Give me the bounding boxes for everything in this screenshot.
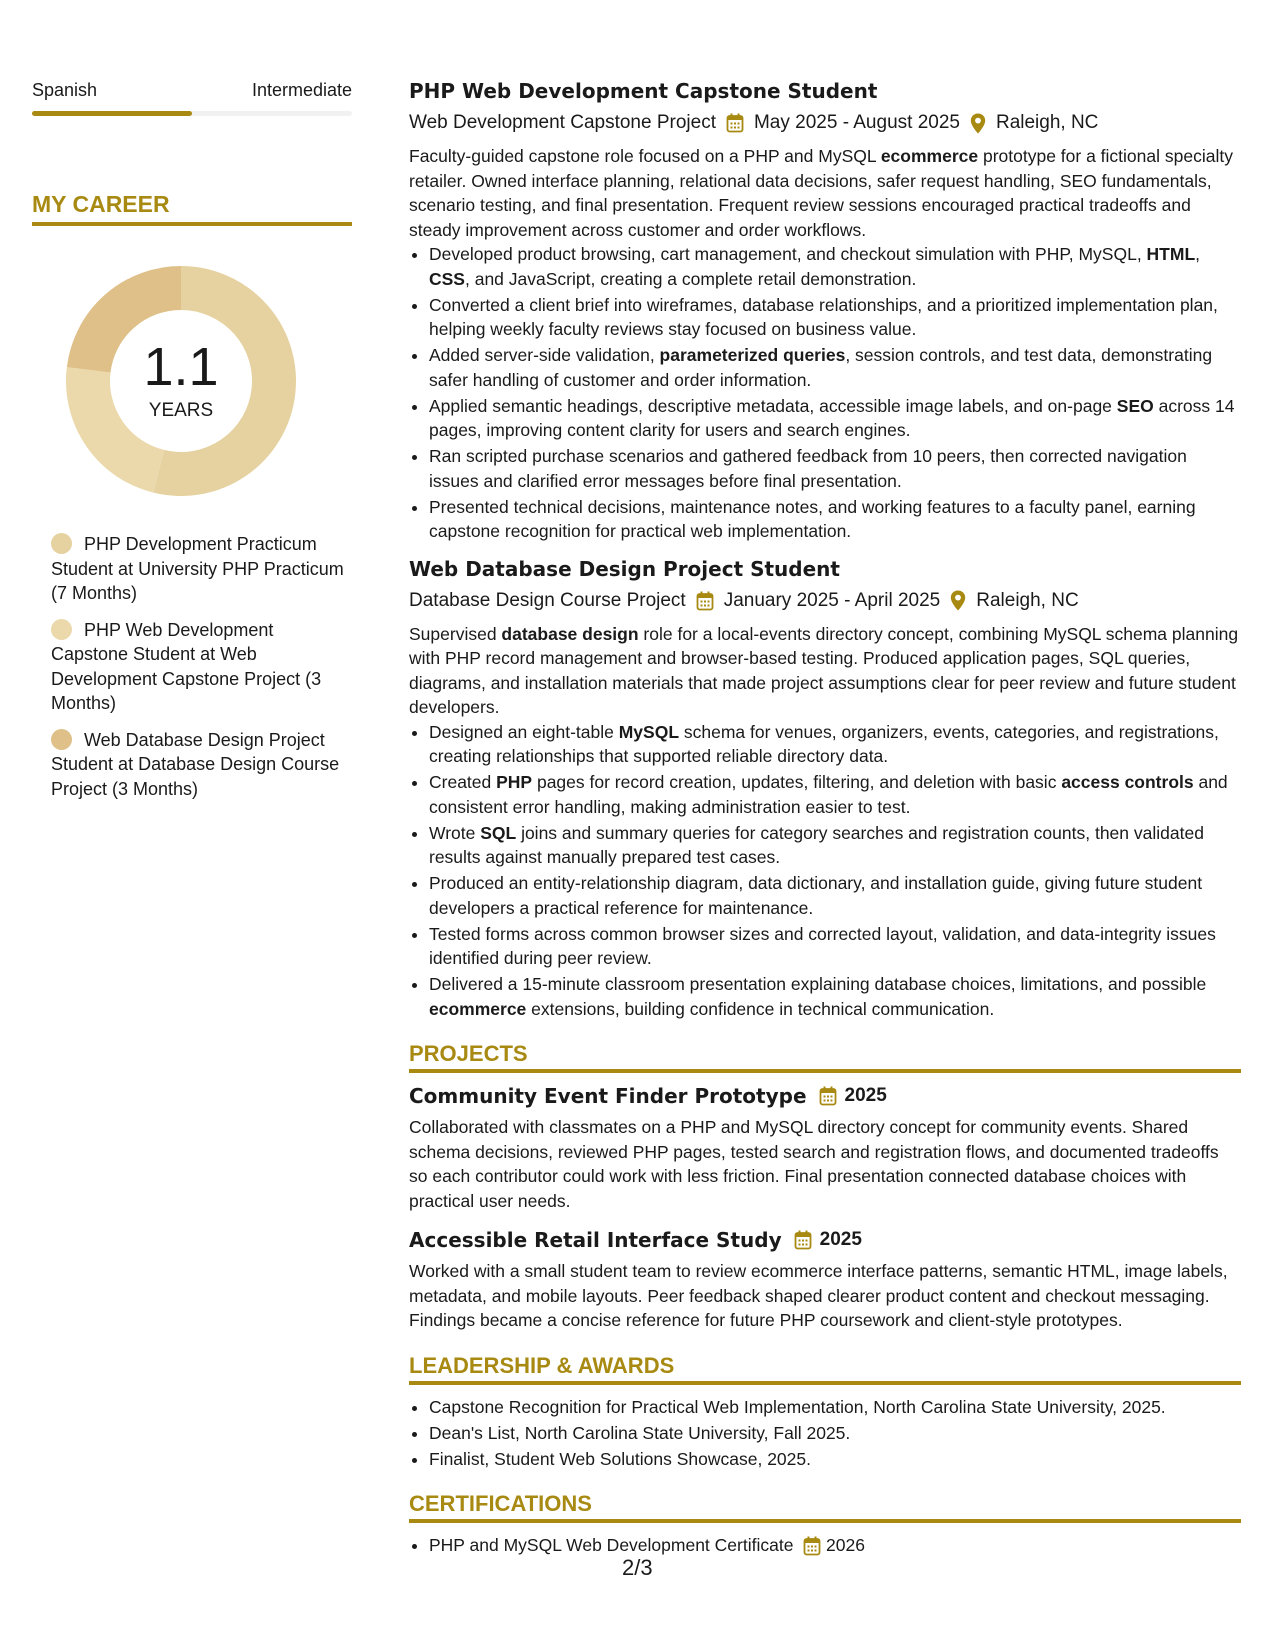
project-year: 2025 bbox=[844, 1085, 887, 1106]
career-total-value: 1.1 bbox=[143, 337, 219, 397]
job-meta bbox=[409, 110, 1241, 136]
leadership-item: • Finalist, Student Web Solutions Showcase, 2025. bbox=[429, 1447, 1241, 1472]
job-bullet: • Wrote SQL joins and summary queries for category searches and registration counts, then validated results against manually prepared test cases. bbox=[429, 821, 1241, 870]
calendar-icon bbox=[819, 1086, 837, 1106]
legend-text: PHP Web Development Capstone Student at Web Development Capstone Project (3 Months) bbox=[51, 619, 322, 713]
job-bullet: • Added server-side validation, parameterized queries, session controls, and test data, demonstrating safer handling of customer and order information. bbox=[429, 343, 1241, 392]
projects-heading: PROJECTS bbox=[409, 1041, 1241, 1073]
project-header bbox=[409, 1083, 1241, 1109]
job-bullet: • Applied semantic headings, descriptive metadata, accessible image labels, and on-page SEO across 14 pages, improving content clarity for users and search engines. bbox=[429, 394, 1241, 443]
job-bullet: • Created PHP pages for record creation, updates, filtering, and deletion with basic access controls and consistent error handling, making administration easier to test. bbox=[429, 770, 1241, 819]
language-level: Intermediate bbox=[251, 80, 352, 100]
language-proficiency-bar bbox=[32, 111, 352, 116]
job-bullet: • Produced an entity-relationship diagram, data dictionary, and installation guide, giving future student developers a practical reference for maintenance. bbox=[429, 871, 1241, 920]
job-bullets bbox=[409, 720, 1241, 1022]
career-total-unit: YEARS bbox=[148, 400, 214, 421]
job-bullet: • Converted a client brief into wireframes, database relationships, and a prioritized implementation plan, helping weekly faculty reviews stay focused on business value. bbox=[429, 293, 1241, 342]
certifications-heading: CERTIFICATIONS bbox=[409, 1491, 1241, 1523]
job-title: Web Database Design Project Student bbox=[409, 556, 840, 581]
map-pin-icon bbox=[950, 590, 966, 611]
career-legend bbox=[32, 532, 352, 801]
job-dates: May 2025 - August 2025 bbox=[753, 112, 960, 133]
map-pin-icon bbox=[970, 113, 986, 134]
leadership-item: • Dean's List, North Carolina State University, Fall 2025. bbox=[429, 1421, 1241, 1446]
calendar-icon bbox=[794, 1230, 812, 1250]
job-summary: Faculty-guided capstone role focused on a PHP and MySQL ecommerce prototype for a fictional specialty retailer. Owned interface planning, relational data decisions, safer request handling, SEO fundamentals, scenario testing, and final presentation. Frequent review sessions encouraged practical tradeoffs and steady improvement across customer and order workflows. bbox=[409, 146, 1233, 240]
language-row bbox=[32, 80, 352, 101]
page-number: 2/3 bbox=[622, 1555, 653, 1580]
job-bullet: • Tested forms across common browser sizes and corrected layout, validation, and data-integrity issues identified during peer review. bbox=[429, 922, 1241, 971]
job-bullet: • Developed product browsing, cart management, and checkout simulation with PHP, MySQL, HTML, CSS, and JavaScript, creating a complete retail demonstration. bbox=[429, 242, 1241, 291]
project-description: Collaborated with classmates on a PHP and MySQL directory concept for community events. Shared schema decisions, reviewed PHP pages, tested search and registration flows, and documented tradeoffs so each contributor could work with less friction. Final presentation connected database choices with practical user needs. bbox=[409, 1117, 1219, 1211]
job-title: PHP Web Development Capstone Student bbox=[409, 79, 878, 103]
job-entry bbox=[409, 78, 1241, 544]
job-summary: Supervised database design role for a local-events directory concept, combining MySQL schema planning with PHP record management and browser-based testing. Produced application pages, SQL queries, diagrams, and installation materials that made project assumptions clear for peer review and future student developers. bbox=[409, 623, 1239, 717]
project-description: Worked with a small student team to review ecommerce interface patterns, semantic HTML, image labels, metadata, and mobile layouts. Peer feedback shaped clearer product content and checkout messaging. Findings became a concise reference for future PHP coursework and client-style prototypes. bbox=[409, 1261, 1228, 1330]
job-bullet: • Presented technical decisions, maintenance notes, and working features to a faculty panel, earning capstone recognition for practical web implementation. bbox=[429, 495, 1241, 544]
career-legend-item bbox=[51, 618, 352, 716]
job-organization: Web Development Capstone Project bbox=[409, 112, 716, 133]
leadership-item: • Capstone Recognition for Practical Web Implementation, North Carolina State University, 2025. bbox=[429, 1395, 1241, 1420]
legend-dot bbox=[51, 533, 72, 554]
calendar-icon bbox=[726, 113, 744, 133]
job-location: Raleigh, NC bbox=[976, 589, 1079, 611]
career-legend-item bbox=[51, 728, 352, 802]
main-content bbox=[409, 78, 1241, 1559]
job-bullet: • Ran scripted purchase scenarios and gathered feedback from 10 peers, then corrected navigation issues and clarified error messages before final presentation. bbox=[429, 444, 1241, 493]
job-entry bbox=[409, 556, 1241, 1022]
career-donut-center bbox=[66, 266, 296, 496]
certification-item bbox=[429, 1533, 1241, 1558]
project-entry bbox=[409, 1227, 1241, 1333]
legend-dot bbox=[51, 729, 72, 750]
career-legend-item bbox=[51, 532, 352, 606]
career-donut-chart bbox=[66, 266, 296, 496]
job-meta bbox=[409, 588, 1241, 614]
project-header bbox=[409, 1227, 1241, 1253]
job-location: Raleigh, NC bbox=[995, 112, 1099, 133]
job-bullet: • Delivered a 15-minute classroom presentation explaining database choices, limitations, and possible ecommerce extensions, building confidence in technical communication. bbox=[429, 972, 1241, 1021]
calendar-icon bbox=[803, 1536, 821, 1556]
leadership-heading: LEADERSHIP & AWARDS bbox=[409, 1353, 1241, 1385]
leadership-list bbox=[409, 1395, 1241, 1472]
calendar-icon bbox=[696, 591, 714, 611]
sidebar bbox=[32, 80, 352, 813]
legend-text: PHP Development Practicum Student at University PHP Practicum (7 Months) bbox=[51, 534, 344, 603]
project-entry bbox=[409, 1083, 1241, 1213]
legend-text: Web Database Design Project Student at Database Design Course Project (3 Months) bbox=[51, 729, 340, 799]
job-organization: Database Design Course Project bbox=[409, 589, 686, 611]
project-title: Accessible Retail Interface Study bbox=[409, 1228, 782, 1252]
job-bullets bbox=[409, 242, 1241, 544]
job-dates: January 2025 - April 2025 bbox=[723, 589, 941, 611]
project-year: 2025 bbox=[819, 1229, 862, 1250]
legend-dot bbox=[51, 619, 72, 640]
certifications-list bbox=[409, 1533, 1241, 1558]
certification-year: 2026 bbox=[826, 1535, 865, 1555]
language-name: Spanish bbox=[32, 80, 98, 100]
language-proficiency-fill bbox=[32, 111, 192, 116]
career-heading: MY CAREER bbox=[32, 191, 352, 226]
project-title: Community Event Finder Prototype bbox=[409, 1084, 807, 1108]
certification-name: PHP and MySQL Web Development Certificate bbox=[429, 1535, 794, 1555]
job-bullet: • Designed an eight-table MySQL schema for venues, organizers, events, categories, and registrations, creating relationships that supported reliable directory data. bbox=[429, 720, 1241, 769]
